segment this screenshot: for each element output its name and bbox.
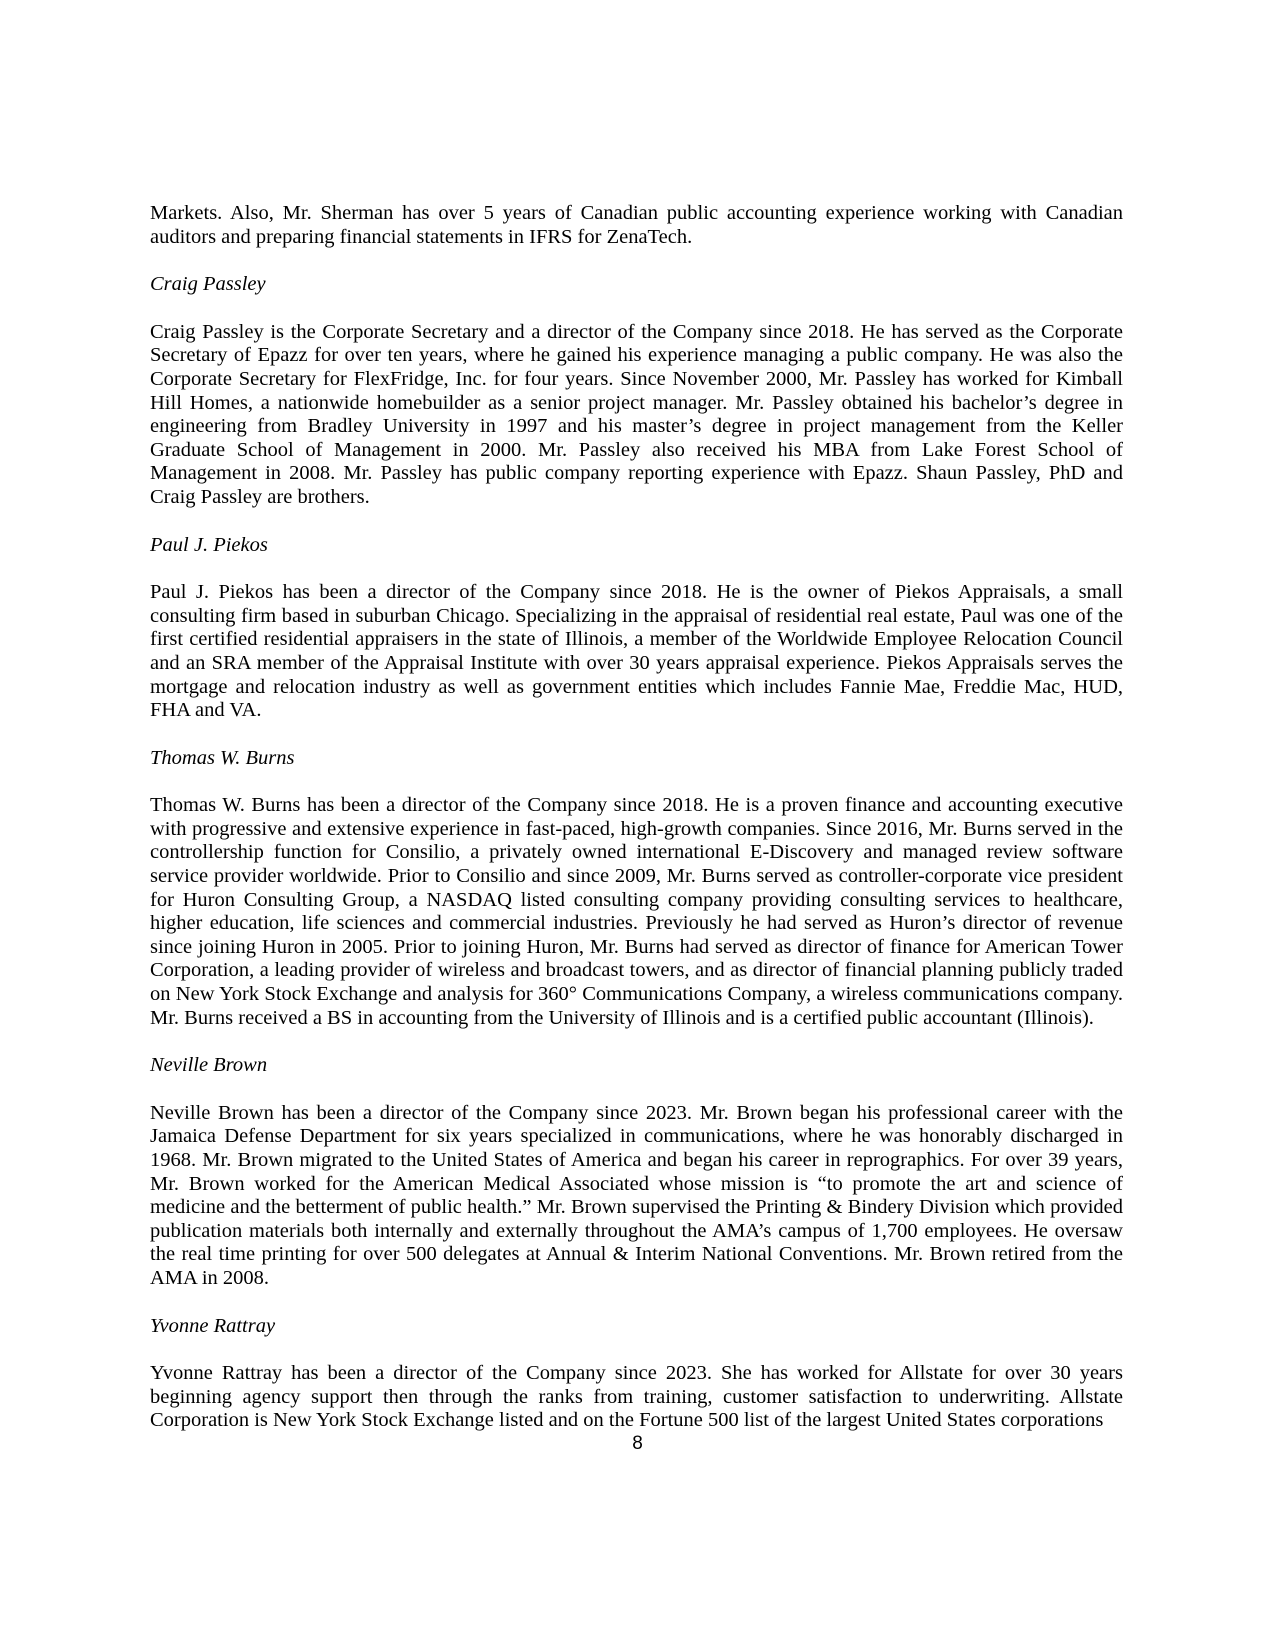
document-body — [150, 202, 1123, 1433]
section-body-yvonne-rattray: Yvonne Rattray has been a director of the Company since 2023. She has worked for Allstate for over 30 years beginning agency support then through the ranks from training, customer satisfaction to underwriting. Allstate Corporation is New York Stock Exchange listed and on the Fortune 500 list of the largest United States corporations — [150, 1362, 1123, 1432]
section-heading-paul-piekos: Paul J. Piekos — [150, 533, 268, 556]
section-heading-craig-passley: Craig Passley — [150, 273, 266, 296]
section-heading-thomas-burns: Thomas W. Burns — [150, 746, 295, 769]
intro-paragraph: Markets. Also, Mr. Sherman has over 5 years of Canadian public accounting experience working with Canadian auditors and preparing financial statements in IFRS for ZenaTech. — [150, 202, 1123, 248]
page-number: 8 — [632, 1433, 643, 1454]
section-body-paul-piekos: Paul J. Piekos has been a director of the Company since 2018. He is the owner of Piekos Appraisals, a small consulting firm based in suburban Chicago. Specializing in the appraisal of residential real estate, Paul was one of the first certified residential appraisers in the state of Illinois, a member of the Worldwide Employee Relocation Council and an SRA member of the Appraisal Institute with over 30 years appraisal experience. Piekos Appraisals serves the mortgage and relocation industry as well as government entities which includes Fannie Mae, Freddie Mac, HUD, FHA and VA. — [150, 581, 1123, 722]
section-heading-yvonne-rattray: Yvonne Rattray — [150, 1314, 276, 1337]
section-body-neville-brown: Neville Brown has been a director of the Company since 2023. Mr. Brown began his professional career with the Jamaica Defense Department for six years specialized in communications, where he was honorably discharged in 1968. Mr. Brown migrated to the United States of America and began his career in reprographics. For over 39 years, Mr. Brown worked for the American Medical Associated whose mission is “to promote the art and science of medicine and the betterment of public health.” Mr. Brown supervised the Printing & Bindery Division which provided publication materials both internally and externally throughout the AMA’s campus of 1,700 employees. He oversaw the real time printing for over 500 delegates at Annual & Interim National Conventions. Mr. Brown retired from the AMA in 2008. — [150, 1101, 1123, 1289]
section-body-thomas-burns: Thomas W. Burns has been a director of the Company since 2018. He is a proven finance and accounting executive with progressive and extensive experience in fast-paced, high-growth companies. Since 2016, Mr. Burns served in the controllership function for Consilio, a privately owned international E-Discovery and managed review software service provider worldwide. Prior to Consilio and since 2009, Mr. Burns served as controller-corporate vice president for Huron Consulting Group, a NASDAQ listed consulting company providing consulting services to healthcare, higher education, life sciences and commercial industries. Previously he had served as Huron’s director of revenue since joining Huron in 2005. Prior to joining Huron, Mr. Burns had served as director of finance for American Tower Corporation, a leading provider of wireless and broadcast towers, and as director of financial planning publicly traded on New York Stock Exchange and analysis for 360° Communications Company, a wireless communications company. Mr. Burns received a BS in accounting from the University of Illinois and is a certified public accountant (Illinois). — [150, 794, 1123, 1029]
section-heading-neville-brown: Neville Brown — [150, 1054, 268, 1077]
section-body-craig-passley: Craig Passley is the Corporate Secretary and a director of the Company since 2018. He has served as the Corporate Secretary of Epazz for over ten years, where he gained his experience managing a public company. He was also the Corporate Secretary for FlexFridge, Inc. for four years. Since November 2000, Mr. Passley has worked for Kimball Hill Homes, a nationwide homebuilder as a senior project manager. Mr. Passley obtained his bachelor’s degree in engineering from Bradley University in 1997 and his master’s degree in project management from the Keller Graduate School of Management in 2000. Mr. Passley also received his MBA from Lake Forest School of Management in 2008. Mr. Passley has public company reporting experience with Epazz. Shaun Passley, PhD and Craig Passley are brothers. — [150, 320, 1123, 508]
